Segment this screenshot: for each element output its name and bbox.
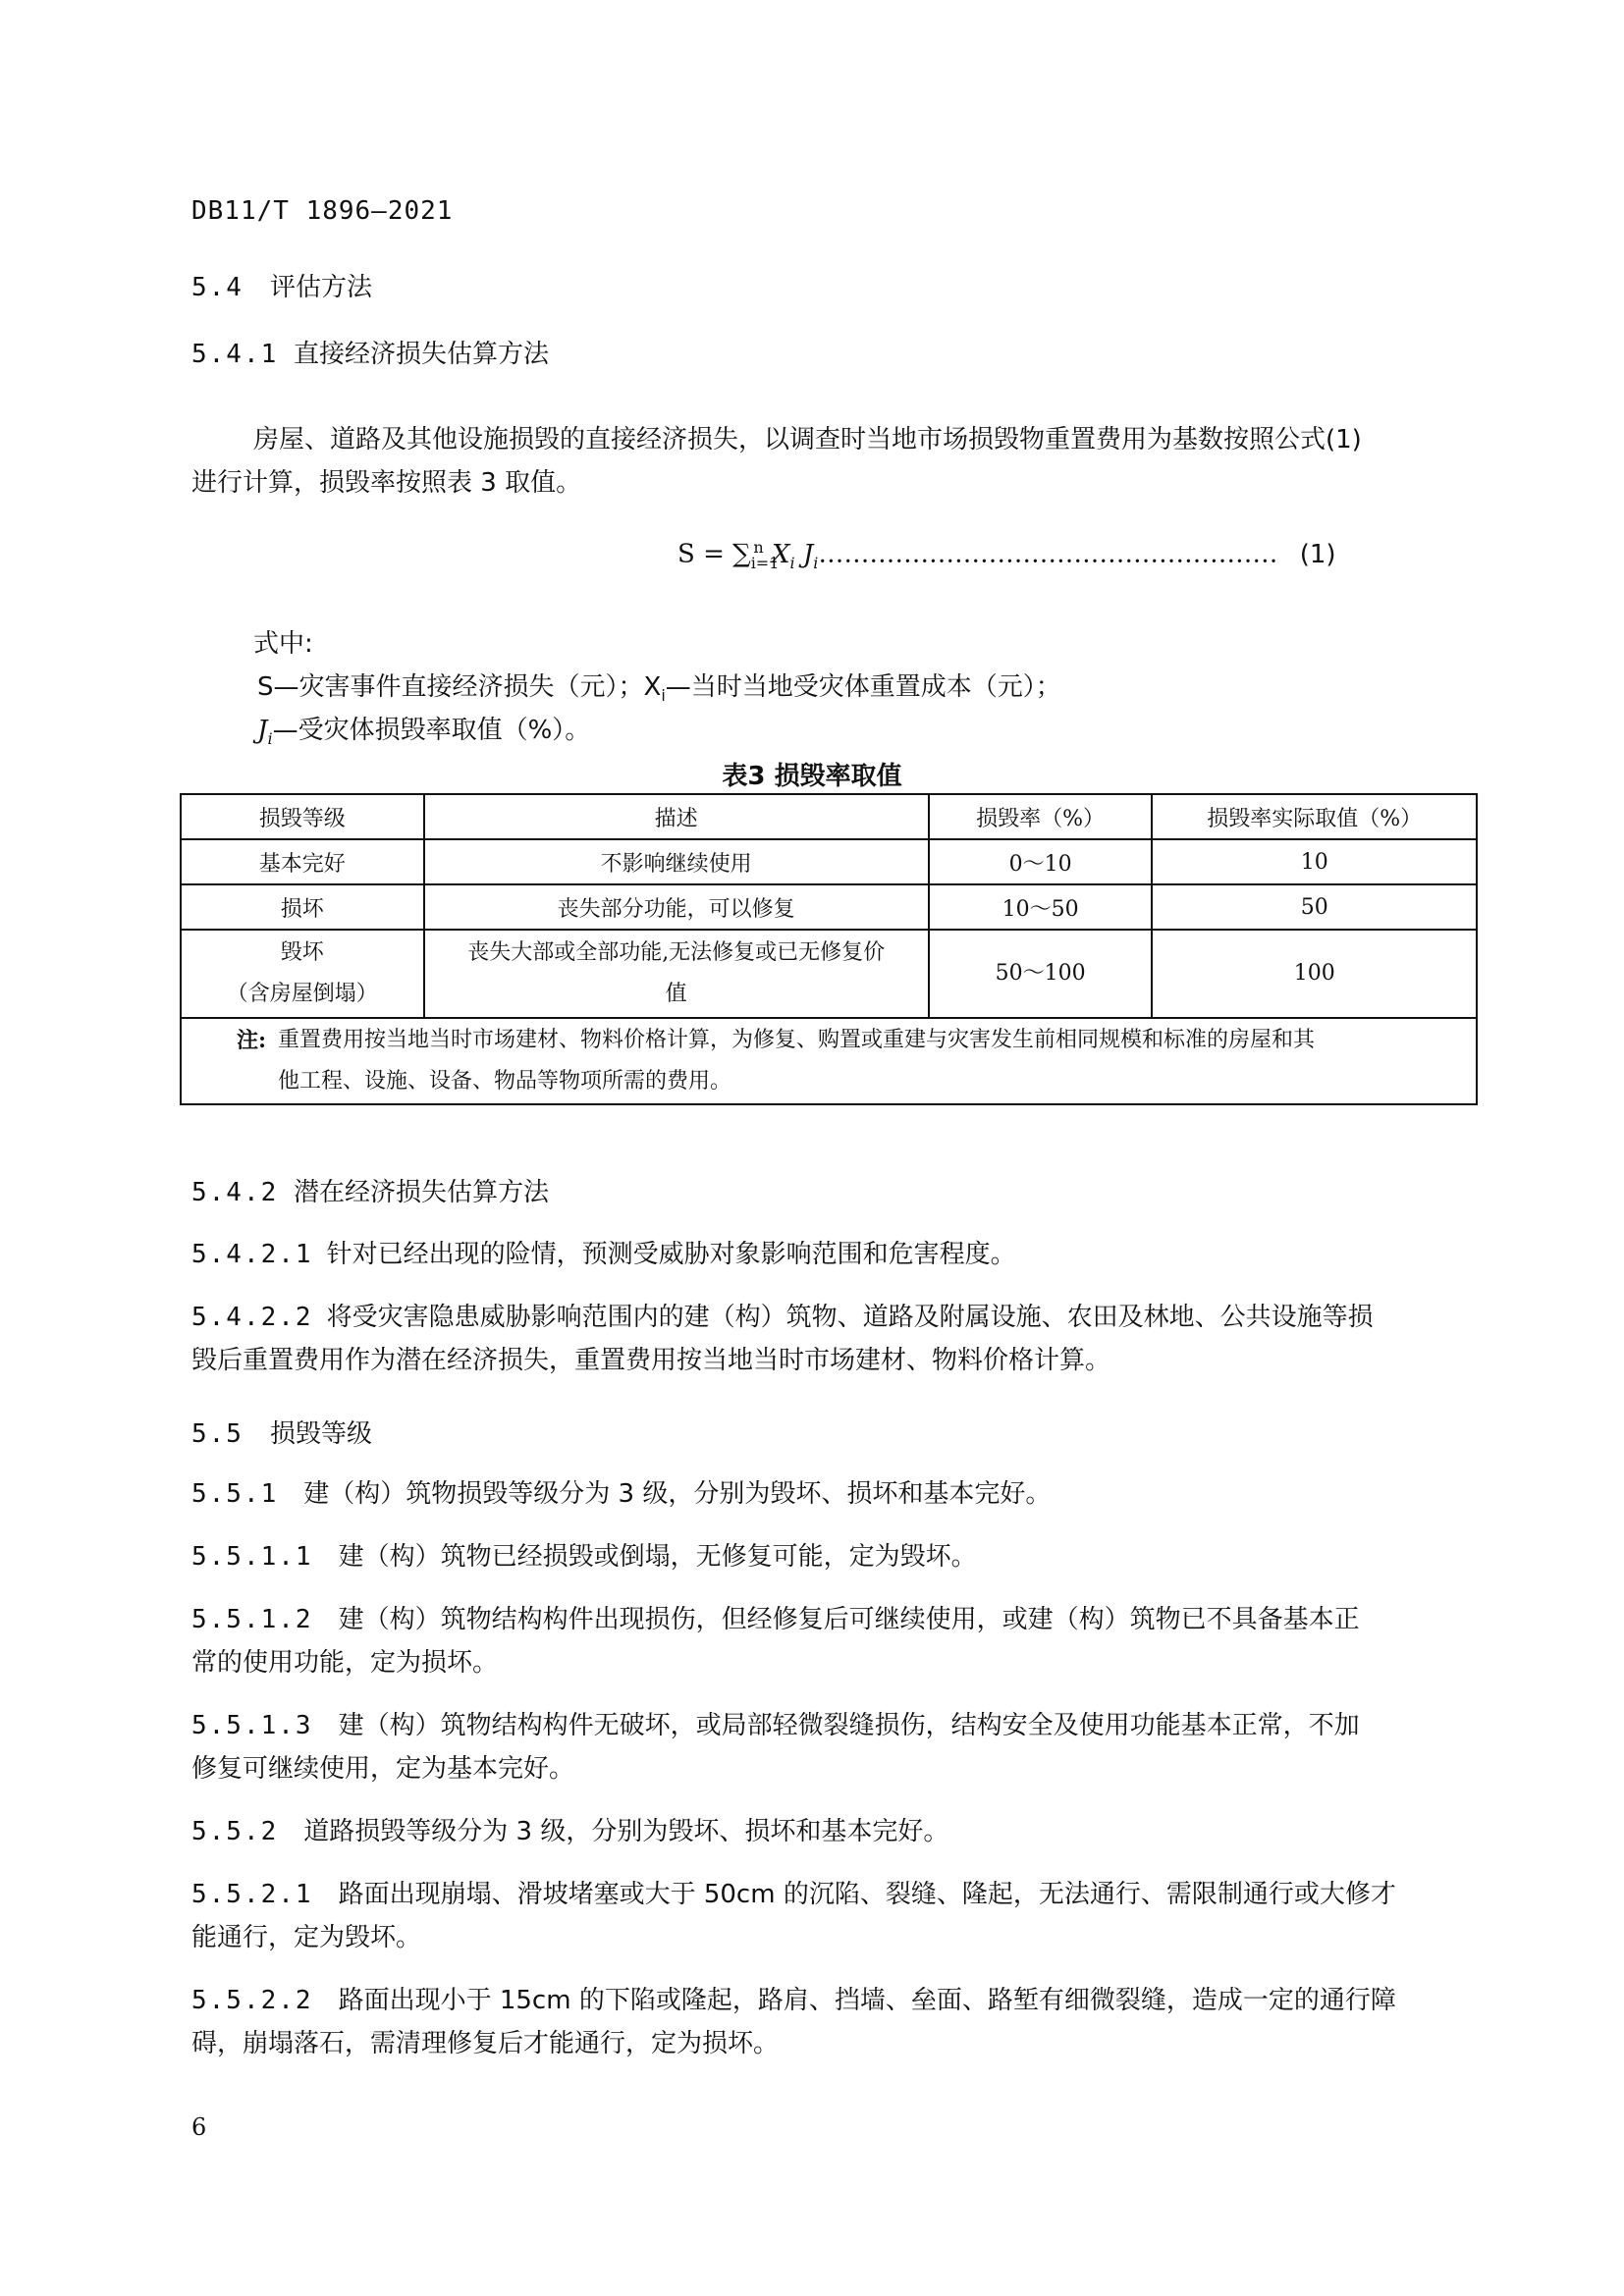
damage-rate-table xyxy=(180,793,1478,1105)
clause-text: 建（构）筑物结构构件出现损伤，但经修复后可继续使用，或建（构）筑物已不具备基本正 xyxy=(338,1605,1360,1634)
definition-line-2: $J_i—$受灾体损毁率取值（%）。 xyxy=(257,716,591,749)
clause-text: 路面出现崩塌、滑坡堵塞或大于 50cm 的沉陷、裂缝、隆起，无法通行、需限制通行或大修才 xyxy=(338,1880,1396,1909)
section-title: 评估方法 xyxy=(270,273,373,302)
intro-paragraph-line-1: 房屋、道路及其他设施损毁的直接经济损失，以调查时当地市场损毁物重置费用为基数按照公式(1) xyxy=(253,425,1362,454)
clause-number: 5.5.2.1 xyxy=(191,1880,313,1909)
section-title: 潜在经济损失估算方法 xyxy=(294,1178,550,1207)
note-line: 重置费用按当地当时市场建材、物料价格计算，为修复、购置或重建与灾害发生前相同规模和标准的房屋和其 xyxy=(278,1028,1316,1052)
rate-cell: 50～100 xyxy=(929,930,1153,1018)
clause-text: 将受灾害隐患威胁影响范围内的建（构）筑物、道路及附属设施、农田及林地、公共设施等损 xyxy=(326,1303,1374,1332)
clause-text-continued: 碍，崩塌落石，需清理修复后才能通行，定为损坏。 xyxy=(191,2029,780,2058)
table-row xyxy=(181,839,1477,884)
section-title: 损毁等级 xyxy=(270,1419,373,1449)
section-5-4-1-heading xyxy=(191,334,549,370)
note-line: 他工程、设施、设备、物品等物项所需的费用。 xyxy=(278,1069,732,1094)
table-caption: 表3 损毁率取值 xyxy=(722,762,902,791)
table-note-row xyxy=(181,1018,1477,1104)
clause-text-continued: 能通行，定为毁坏。 xyxy=(191,1923,422,1952)
value-cell: 100 xyxy=(1152,930,1477,1018)
loss-formula: $S = \sum_{i=1}^n$ $X_i$ $J_i\dots\dots\dots\dots\dots\dots\dots\dots\dots\dots\dots\dots\dots\dots\dots\dots\dots\dots$ (1) xyxy=(677,538,1336,572)
clause-5-5-2-1 xyxy=(191,1873,1478,1959)
clause-number: 5.5.1.2 xyxy=(191,1605,313,1634)
clause-text: 路面出现小于 15cm 的下陷或隆起，路肩、挡墙、垒面、路堑有细微裂缝，造成一定的通行障 xyxy=(338,1986,1396,2015)
table-row xyxy=(181,884,1477,930)
section-5-4-2-heading xyxy=(191,1172,549,1208)
grade-line: 毁坏 xyxy=(280,940,324,965)
clause-text: 建（构）筑物已经损毁或倒塌，无修复可能，定为毁坏。 xyxy=(338,1542,977,1572)
value-cell: 10 xyxy=(1152,839,1477,884)
section-5-4-heading xyxy=(191,267,372,303)
table-header-row xyxy=(181,794,1477,839)
clause-text: 建（构）筑物损毁等级分为 3 级，分别为毁坏、损坏和基本完好。 xyxy=(303,1479,1052,1509)
value-cell: 50 xyxy=(1152,884,1477,930)
grade-cell: 基本完好 xyxy=(181,839,424,884)
clause-number: 5.5.1.3 xyxy=(191,1711,313,1740)
clause-5-5-1-2 xyxy=(191,1598,1478,1684)
clause-text: 针对已经出现的险情，预测受威胁对象影响范围和危害程度。 xyxy=(326,1240,1016,1269)
rate-cell: 0～10 xyxy=(929,839,1153,884)
grade-line: （含房屋倒塌） xyxy=(226,982,378,1006)
column-header: 损毁等级 xyxy=(181,794,424,839)
clause-5-5-2 xyxy=(191,1810,1478,1853)
definition-s-and-x: S—灾害事件直接经济损失（元）；X xyxy=(257,672,662,702)
clause-5-5-2-2 xyxy=(191,1979,1478,2065)
clause-5-4-2-1 xyxy=(191,1233,1478,1276)
description-cell: 不影响继续使用 xyxy=(424,839,929,884)
section-5-5-heading xyxy=(191,1414,372,1450)
where-label: 式中: xyxy=(253,629,313,659)
formula-leader-dots: ……………………………………………… xyxy=(818,539,1278,569)
grade-cell: 损坏 xyxy=(181,884,424,930)
column-header: 损毁率实际取值（%） xyxy=(1152,794,1477,839)
section-number: 5.4 xyxy=(191,273,244,302)
description-cell xyxy=(424,930,929,1018)
formula-lhs: S = ∑ xyxy=(677,539,751,569)
equation-number: (1) xyxy=(1299,539,1336,569)
page-number: 6 xyxy=(191,2113,207,2141)
description-line: 丧失大部或全部功能,无法修复或已无修复价 xyxy=(467,940,886,965)
clause-text: 道路损毁等级分为 3 级，分别为毁坏、损坏和基本完好。 xyxy=(303,1817,949,1846)
standard-code-header: DB11/T 1896—2021 xyxy=(191,196,454,226)
description-line: 值 xyxy=(665,982,687,1006)
clause-number: 5.5.2 xyxy=(191,1817,279,1846)
clause-5-4-2-2 xyxy=(191,1296,1478,1382)
description-cell: 丧失部分功能，可以修复 xyxy=(424,884,929,930)
clause-5-5-1 xyxy=(191,1472,1478,1516)
section-number: 5.4.2 xyxy=(191,1178,279,1207)
section-number: 5.5 xyxy=(191,1419,244,1449)
clause-text-continued: 修复可继续使用，定为基本完好。 xyxy=(191,1754,575,1784)
section-title: 直接经济损失估算方法 xyxy=(294,340,550,369)
grade-cell xyxy=(181,930,424,1018)
definition-line-1: S—灾害事件直接经济损失（元）；$X_i—$当时当地受灾体重置成本（元）； xyxy=(257,672,1061,706)
clause-text-continued: 常的使用功能，定为损坏。 xyxy=(191,1648,499,1678)
clause-number: 5.4.2.1 xyxy=(191,1240,313,1269)
clause-number: 5.5.1 xyxy=(191,1479,279,1509)
definition-j-text: —受灾体损毁率取值（%）。 xyxy=(272,716,591,745)
clause-text-continued: 毁后重置费用作为潜在经济损失，重置费用按当地当时市场建材、物料价格计算。 xyxy=(191,1346,1111,1375)
clause-number: 5.5.2.2 xyxy=(191,1986,313,2015)
definition-x-text: —当时当地受灾体重置成本（元）； xyxy=(665,672,1061,702)
clause-5-5-1-3 xyxy=(191,1704,1478,1790)
section-number: 5.4.1 xyxy=(191,340,279,369)
intro-paragraph-line-2: 进行计算，损毁率按照表 3 取值。 xyxy=(191,468,582,498)
clause-number: 5.5.1.1 xyxy=(191,1542,313,1572)
clause-5-5-1-1 xyxy=(191,1535,1478,1578)
column-header: 损毁率（%） xyxy=(929,794,1153,839)
table-row xyxy=(181,930,1477,1018)
rate-cell: 10～50 xyxy=(929,884,1153,930)
column-header: 描述 xyxy=(424,794,929,839)
table-note xyxy=(181,1018,1477,1104)
clause-text: 建（构）筑物结构构件无破坏，或局部轻微裂缝损伤，结构安全及使用功能基本正常，不加 xyxy=(338,1711,1360,1740)
clause-number: 5.4.2.2 xyxy=(191,1303,313,1332)
note-label: 注: xyxy=(237,1028,267,1053)
